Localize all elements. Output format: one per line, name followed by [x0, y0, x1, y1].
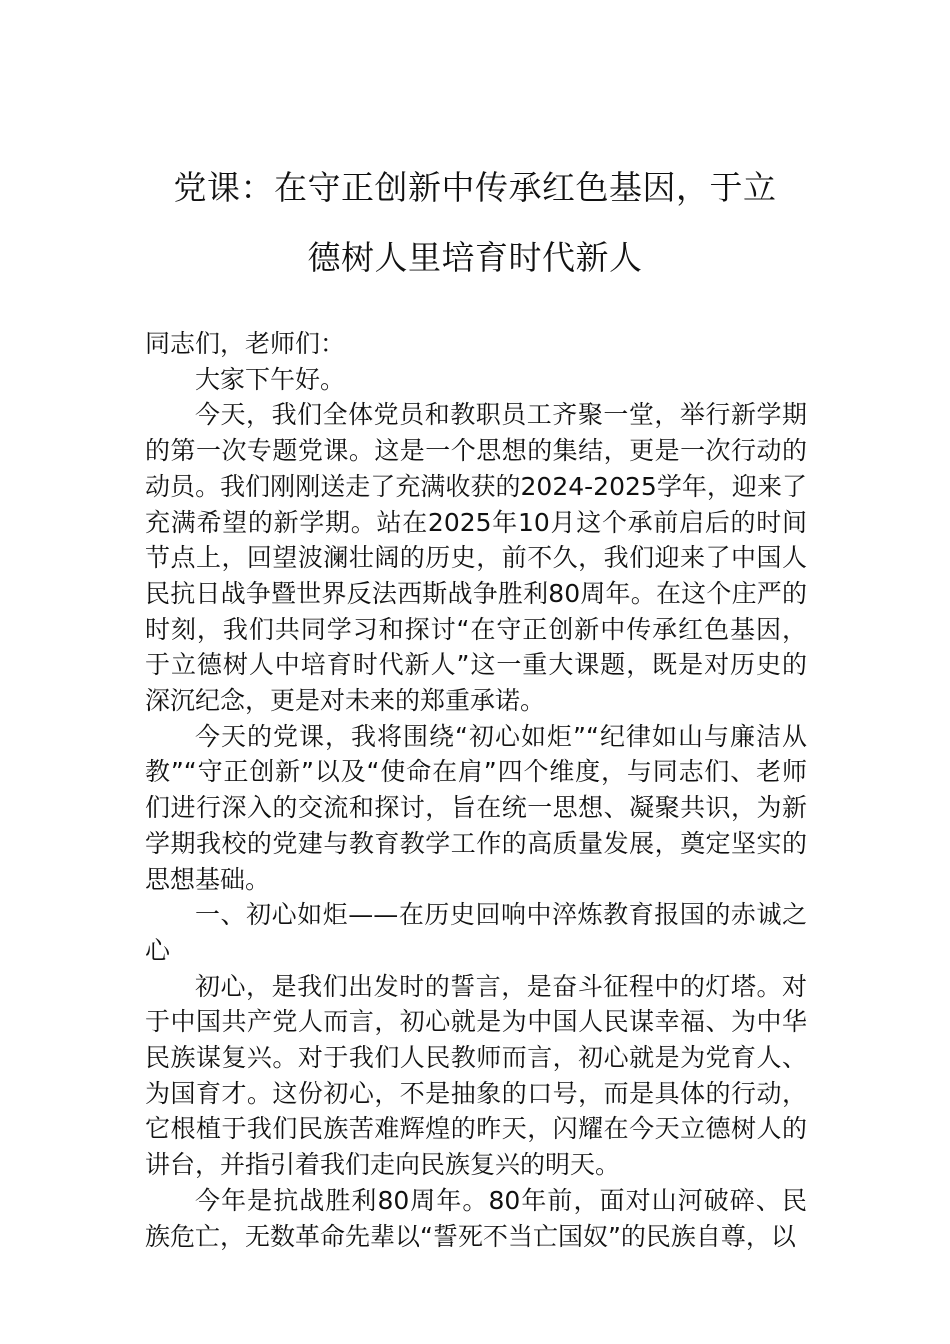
salutation: 同志们，老师们：: [145, 329, 346, 358]
paragraph-outline: 今天的党课，我将围绕“初心如炬”“纪律如山与廉洁从教”“守正创新”以及“使命在肩”四个维度，与同志们、老师们进行深入的交流和探讨，旨在统一思想、凝聚共识，为新学期我校的党建与教育教学工作的高质量发展，奠定坚实的思想基础。: [145, 721, 807, 894]
greeting: 大家下午好。: [195, 364, 346, 394]
section-heading-1: 一、初心如炬——在历史回响中淬炼教育报国的赤诚之心: [145, 900, 807, 965]
document-body: [145, 326, 807, 1254]
document-title-line-2: 德树人里培育时代新人: [307, 238, 643, 277]
document-title-line-1: 党课：在守正创新中传承红色基因，于立: [173, 168, 777, 207]
paragraph-initial-aspiration: 初心，是我们出发时的誓言，是奋斗征程中的灯塔。对于中国共产党人而言，初心就是为中国人民谋幸福、为中华民族谋复兴。对于我们人民教师而言，初心就是为党育人、为国育才。这份初心，不是抽象的口号，而是具体的行动，它根植于我们民族苦难辉煌的昨天，闪耀在今天立德树人的讲台，并指引着我们走向民族复兴的明天。: [145, 971, 807, 1180]
paragraph-anniversary: 今年是抗战胜利80周年。80年前，面对山河破碎、民族危亡，无数革命先辈以“誓死不当亡国奴”的民族自尊，以: [145, 1185, 807, 1251]
paragraph-intro: 今天，我们全体党员和教职员工齐聚一堂，举行新学期的第一次专题党课。这是一个思想的集结，更是一次行动的动员。我们刚刚送走了充满收获的2024-2025学年，迎来了充满希望的新学期。站在2025年10月这个承前启后的时间节点上，回望波澜壮阔的历史，前不久，我们迎来了中国人民抗日战争暨世界反法西斯战争胜利80周年。在这个庄严的时刻，我们共同学习和探讨“在守正创新中传承红色基因，于立德树人中培育时代新人”这一重大课题，既是对历史的深沉纪念，更是对未来的郑重承诺。: [145, 400, 807, 716]
